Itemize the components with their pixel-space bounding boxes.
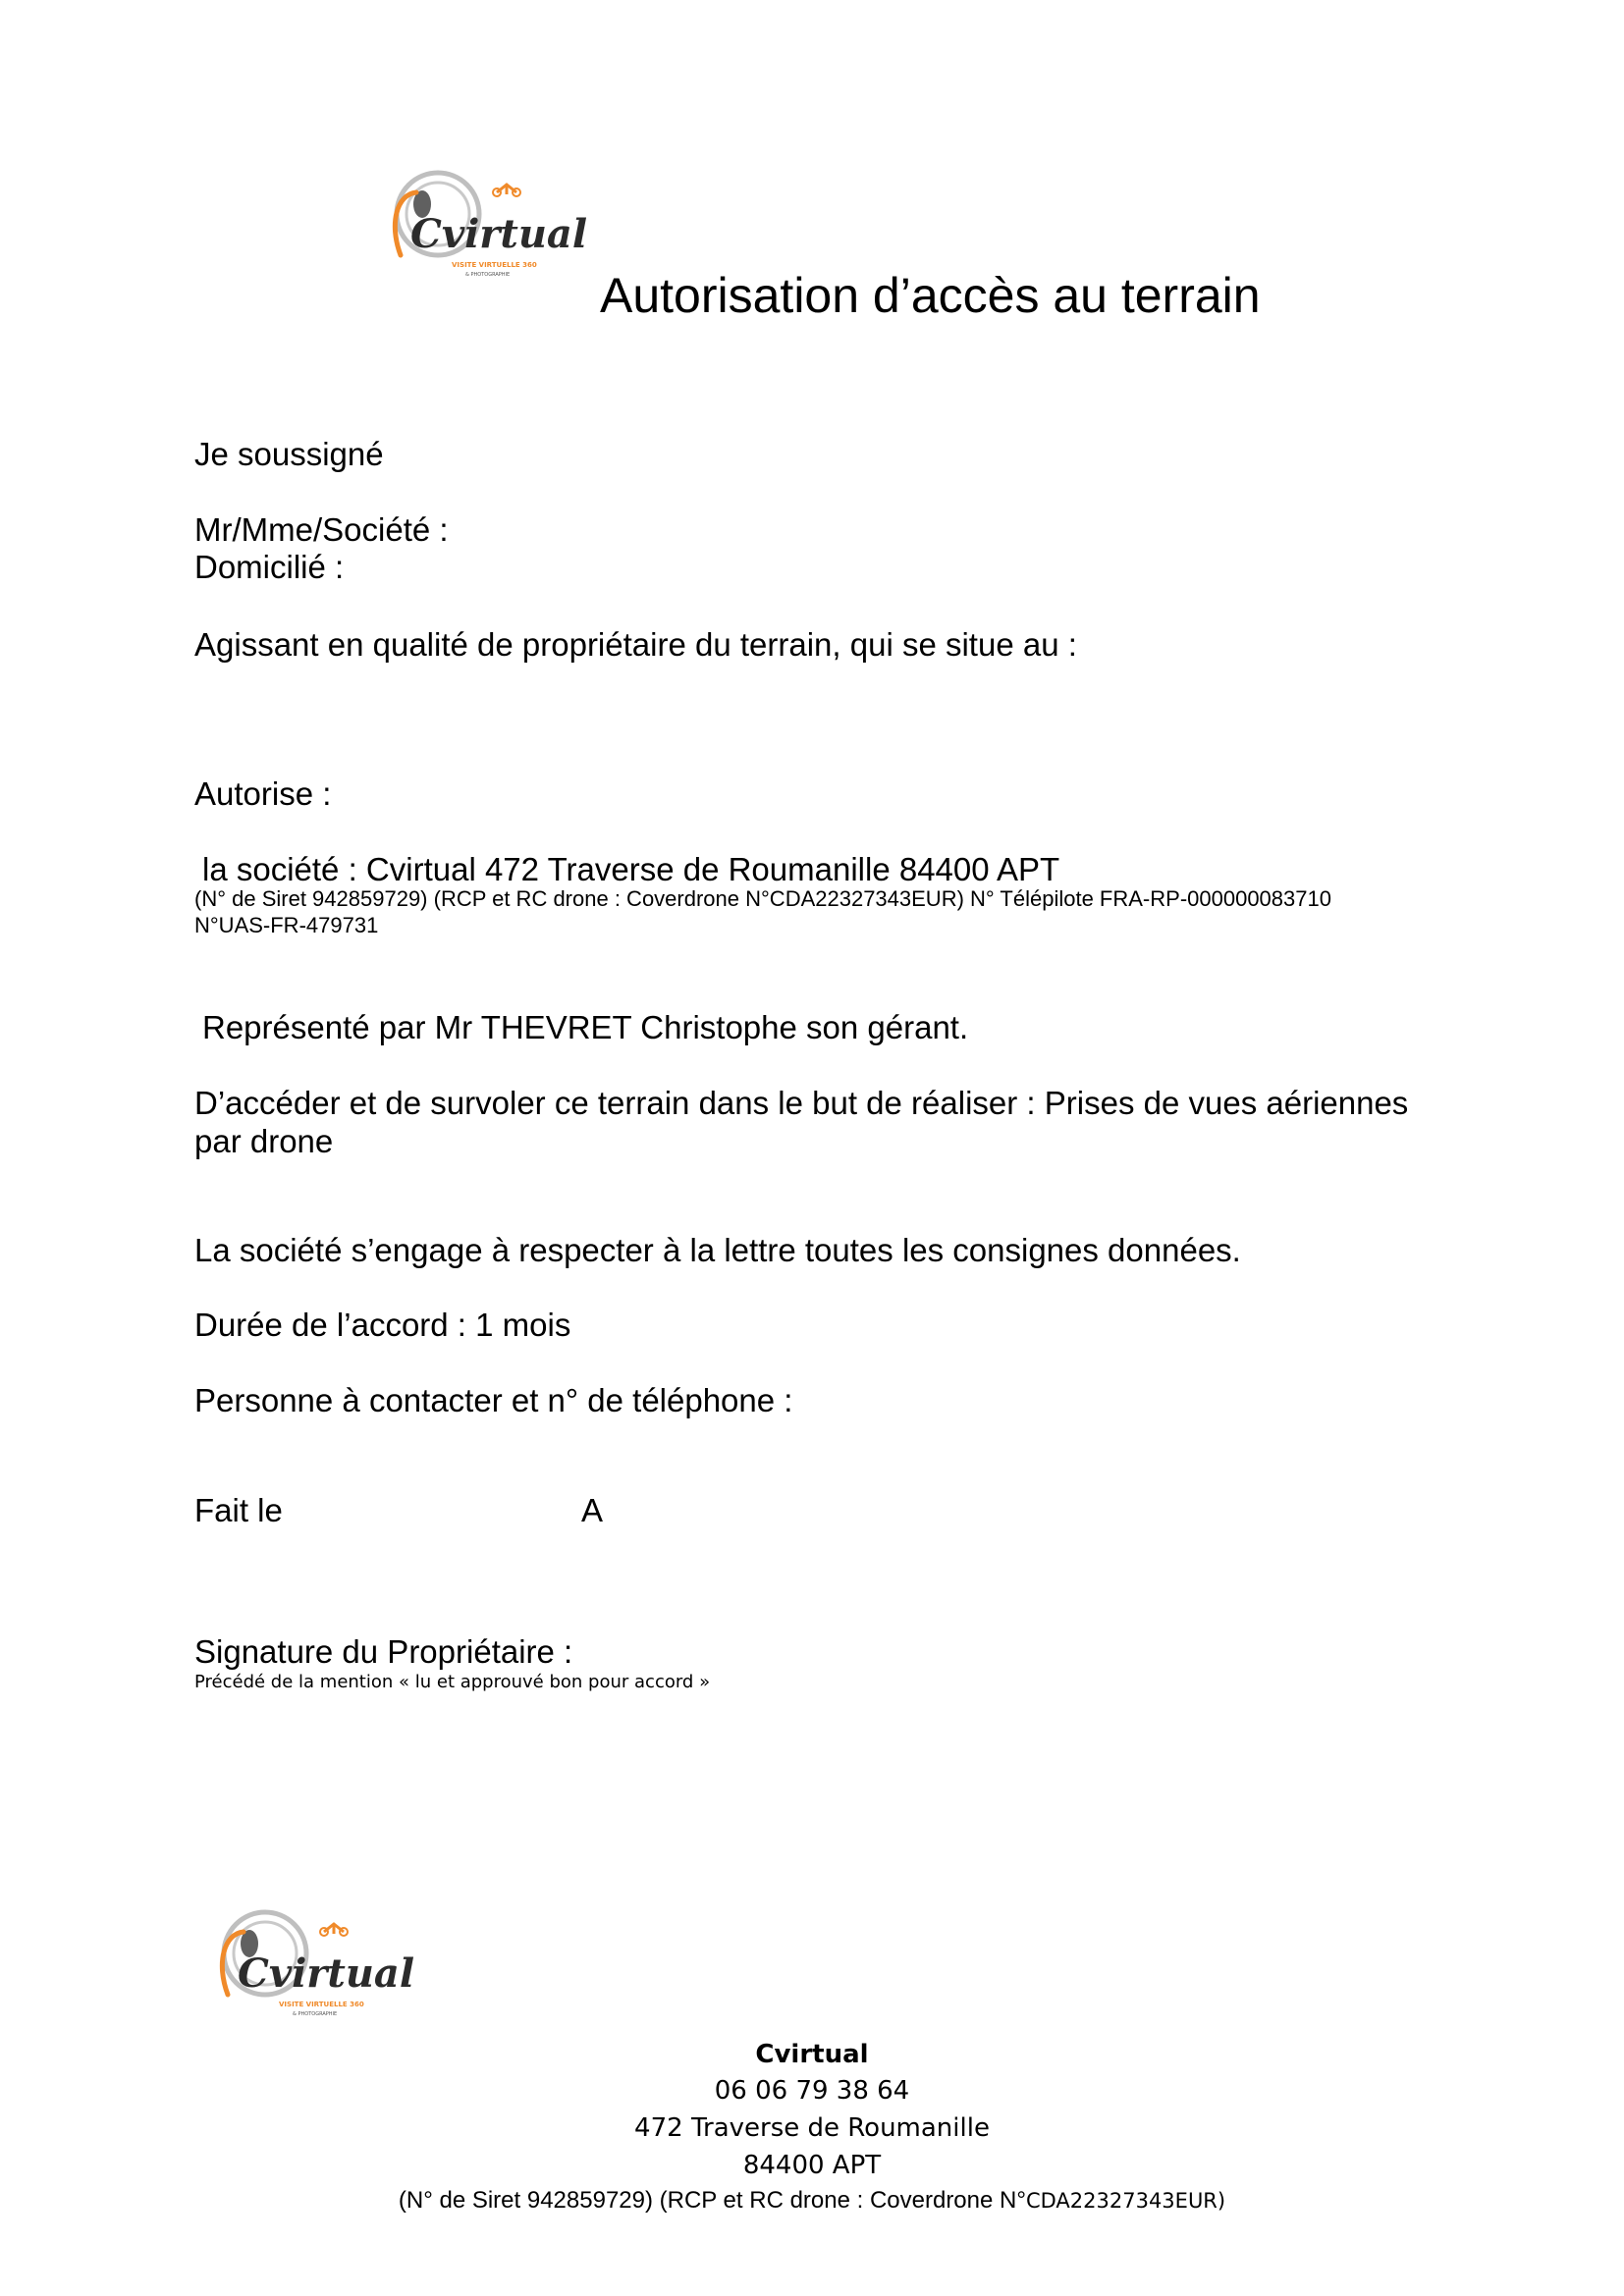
commitment-text: La société s’engage à respecter à la lettre toutes les consignes données.: [194, 1232, 1241, 1268]
logo-tagline: VISITE VIRTUELLE 360: [279, 2001, 364, 2008]
header-logo: [381, 165, 588, 279]
duration-text: Durée de l’accord : 1 mois: [194, 1307, 571, 1343]
authorize-label: Autorise :: [194, 775, 332, 812]
logo-sub: & PHOTOGRAPHIE: [465, 272, 511, 278]
purpose-line-2: par drone: [194, 1123, 334, 1159]
represented-by: Représenté par Mr THEVRET Christophe son gérant.: [202, 1009, 969, 1045]
footer-phone: 06 06 79 38 64: [714, 2076, 910, 2106]
signature-note: Précédé de la mention « lu et approuvé bon pour accord »: [194, 1672, 711, 1692]
company-line: la société : Cvirtual 472 Traverse de Roumanille 84400 APT: [202, 851, 1060, 887]
purpose-line-1: D’accéder et de survoler ce terrain dans le but de réaliser : Prises de vues aériennes: [194, 1085, 1409, 1121]
uas-number: N°UAS-FR-479731: [194, 913, 379, 937]
logo-sub: & PHOTOGRAPHIE: [293, 2011, 338, 2017]
logo-tagline: VISITE VIRTUELLE 360: [452, 261, 537, 269]
done-on-label: Fait le: [194, 1492, 283, 1528]
contact-label: Personne à contacter et n° de téléphone :: [194, 1382, 793, 1418]
name-label: Mr/Mme/Société :: [194, 511, 449, 548]
footer-street: 472 Traverse de Roumanille: [634, 2113, 990, 2143]
signature-label: Signature du Propriétaire :: [194, 1633, 573, 1670]
footer-legal-suffix: CDA22327343EUR): [1025, 2189, 1226, 2213]
footer-legal-prefix: (N° de Siret 942859729) (RCP et RC drone : Coverdrone N°: [398, 2187, 1026, 2214]
done-at-label: A: [581, 1492, 604, 1528]
footer-logo: [208, 1904, 415, 2018]
logo-brand-text: Cvirtual: [238, 1950, 415, 1997]
domicile-label: Domicilié :: [194, 549, 345, 585]
footer-city: 84400 APT: [742, 2151, 882, 2180]
footer-legal: [0, 2187, 1624, 2215]
footer-company: Cvirtual: [755, 2040, 869, 2069]
company-details: (N° de Siret 942859729) (RCP et RC drone : Coverdrone N°CDA22327343EUR) N° Télépilote FRA-RP-000000083710: [194, 886, 1331, 911]
quality-line: Agissant en qualité de propriétaire du terrain, qui se situe au :: [194, 626, 1077, 663]
page-title: Autorisation d’accès au terrain: [600, 268, 1261, 323]
intro-text: Je soussigné: [194, 436, 384, 472]
logo-brand-text: Cvirtual: [410, 211, 588, 257]
